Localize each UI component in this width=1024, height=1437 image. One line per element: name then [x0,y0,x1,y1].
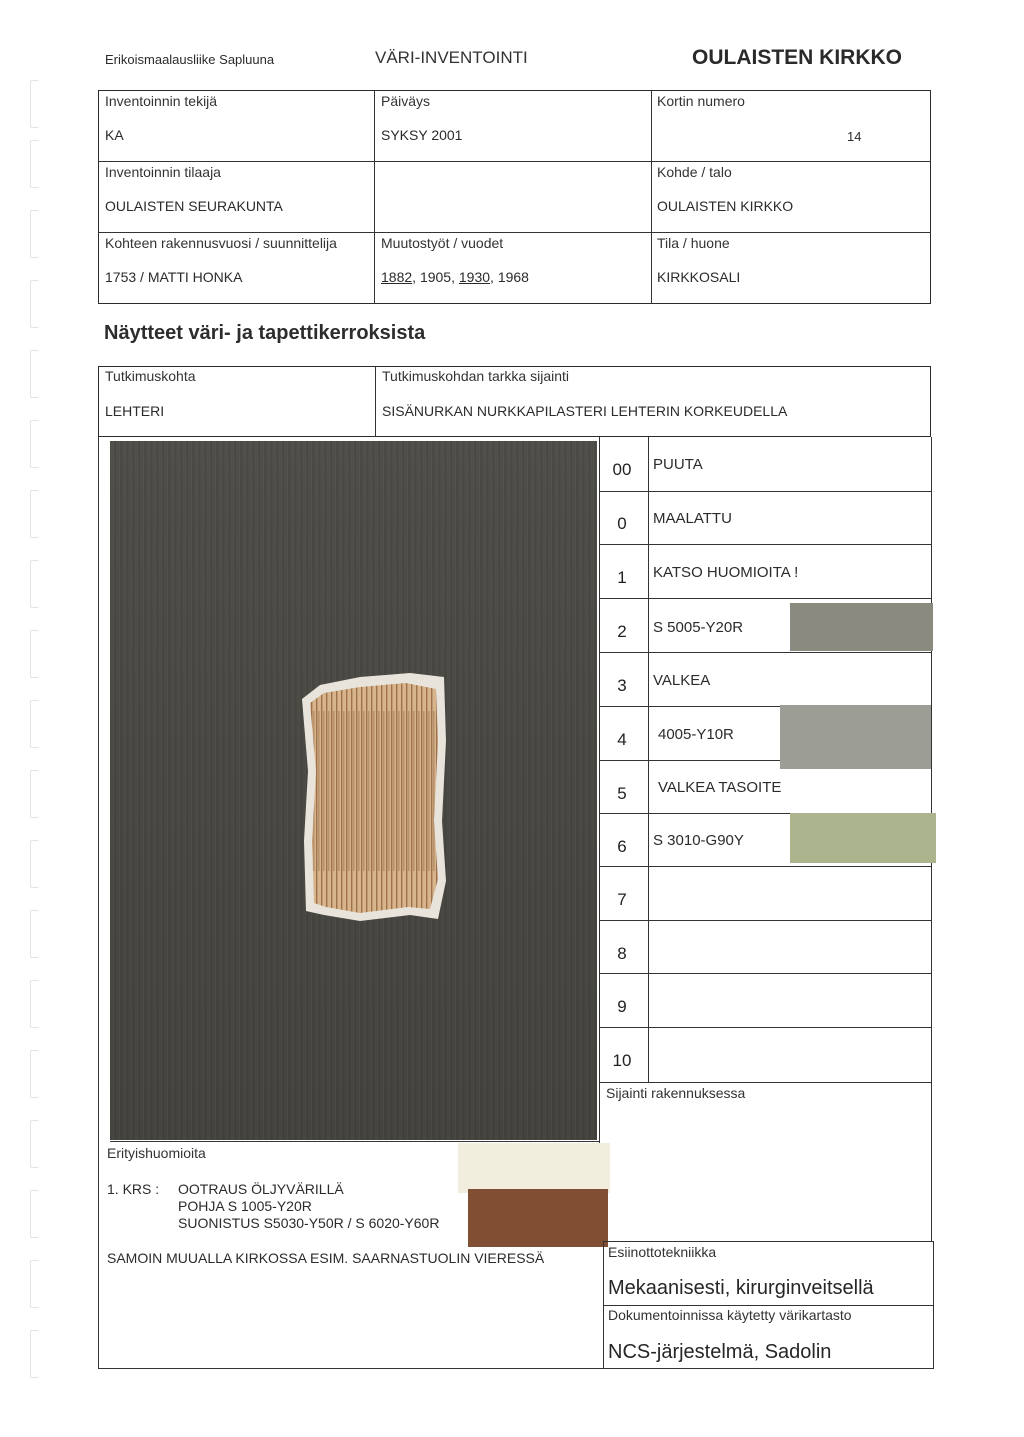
document-type: VÄRI-INVENTOINTI [375,48,528,67]
study-location-label: Tutkimuskohdan tarkka sijainti [382,368,570,384]
change-year: 1968 [497,269,529,285]
row-divider [98,232,931,233]
layer-description: 4005-Y10R [658,726,734,743]
binder-mark [30,560,39,608]
layer-number: 6 [617,837,627,856]
notes-line3: SUONISTUS S5030-Y50R / S 6020-Y60R [178,1215,440,1231]
layer-description: VALKEA TASOITE [658,779,782,796]
layer-row-line [599,1027,931,1028]
layer-row-line [599,920,931,921]
binder-mark [30,700,39,748]
card-number-label: Kortin numero [657,93,745,109]
layer-description: MAALATTU [653,510,732,527]
layer-number: 9 [617,997,627,1016]
layer-description: VALKEA [653,672,711,689]
layer-row-line [599,973,931,974]
change-year: 1930 [458,269,491,285]
binder-mark [30,280,39,328]
layer-row-line [599,1082,931,1083]
color-swatch-layer-6 [790,813,936,863]
photo-bottom-line [110,1141,600,1142]
inventor-value: KA [105,127,124,143]
binder-mark [30,630,39,678]
location-in-building-label: Sijainti rakennuksessa [606,1085,746,1101]
object-label: Kohde / talo [657,164,732,180]
layer-number: 0 [617,514,627,533]
color-chart-label: Dokumentoinnissa käytetty värikartasto [608,1307,852,1323]
layer-number: 4 [617,730,627,749]
layer-number: 10 [612,1051,632,1070]
binder-mark [30,490,39,538]
built-value: 1753 / MATTI HONKA [105,269,243,285]
binder-mark [30,210,39,258]
layer-description: KATSO HUOMIOITA ! [653,564,799,581]
change-year: 1882 [381,269,413,285]
layer-number: 1 [617,568,627,587]
binder-mark [30,420,39,468]
building-title: OULAISTEN KIRKKO [692,46,902,69]
layer-row-line [599,491,931,492]
layer-number: 7 [617,890,627,909]
technique-value: Mekaanisesti, kirurginveitsellä [608,1277,874,1299]
layer-description: S 3010-G90Y [653,832,744,849]
layer-number: 00 [612,460,632,479]
layer-number: 3 [617,676,627,695]
notes-line2: POHJA S 1005-Y20R [178,1198,312,1214]
binder-mark [30,80,39,128]
binder-mark [30,1050,39,1098]
photo-graphic [110,441,597,1140]
frame-line [98,1368,934,1369]
row-divider [603,1241,934,1242]
changes-years: 1882, 1905, 1930, 1968 [381,269,529,285]
study-location-value: SISÄNURKAN NURKKAPILASTERI LEHTERIN KORKEUDELLA [382,403,788,419]
client-value: OULAISTEN SEURAKUNTA [105,198,283,214]
binder-mark [30,1120,39,1168]
changes-label: Muutostyöt / vuodet [381,235,504,251]
layer-number: 2 [617,622,627,641]
frame-line [98,437,99,1369]
binder-mark [30,1330,39,1378]
binder-mark [30,350,39,398]
binder-mark [30,910,39,958]
change-year: 1905 [419,269,452,285]
layer-description: S 5005-Y20R [653,619,744,636]
date-label: Päiväys [381,93,431,109]
notes-line1: OOTRAUS ÖLJYVÄRILLÄ [178,1181,344,1197]
built-label: Kohteen rakennusvuosi / suunnittelija [105,235,337,251]
study-point-label: Tutkimuskohta [105,368,196,384]
section-title: Näytteet väri- ja tapettikerroksista [104,322,426,344]
card-number-value: 14 [847,129,862,144]
color-swatch-layer-2 [790,603,933,651]
technique-label: Esiinottotekniikka [608,1244,717,1260]
exposed-wood [310,683,438,913]
study-point-value: LEHTERI [105,403,165,419]
notes-line4: SAMOIN MUUALLA KIRKOSSA ESIM. SAARNASTUOLIN VIERESSÄ [107,1250,545,1266]
color-swatch-grain [468,1189,608,1247]
paint-sample-photo [110,441,597,1140]
binder-mark [30,1260,39,1308]
inventor-label: Inventoinnin tekijä [105,93,218,109]
room-label: Tila / huone [657,235,730,251]
object-value: OULAISTEN KIRKKO [657,198,794,214]
binder-mark [30,140,39,188]
room-value: KIRKKOSALI [657,269,741,285]
binder-mark [30,1190,39,1238]
binder-mark [30,980,39,1028]
company-name: Erikoismaalausliike Sapluuna [105,52,275,67]
layer-row-line [599,652,931,653]
column-divider [374,90,375,304]
layer-row-line [599,598,931,599]
row-divider [603,1305,934,1306]
notes-label: Erityishuomioita [107,1145,206,1161]
binder-mark [30,770,39,818]
layer-description: PUUTA [653,456,703,473]
row-divider [98,161,931,162]
color-chart-value: NCS-järjestelmä, Sadolin [608,1341,832,1363]
color-swatch-layer-4 [780,705,931,769]
binder-mark [30,840,39,888]
layer-number: 5 [617,784,627,803]
color-swatch-base [458,1143,610,1193]
column-divider [651,90,652,304]
column-divider [375,366,376,437]
layer-row-line [599,866,931,867]
date-value: SYKSY 2001 [381,127,463,143]
layer-number: 8 [617,944,627,963]
client-label: Inventoinnin tilaaja [105,164,221,180]
layer-row-line [599,544,931,545]
notes-line1-prefix: 1. KRS : [107,1181,160,1197]
